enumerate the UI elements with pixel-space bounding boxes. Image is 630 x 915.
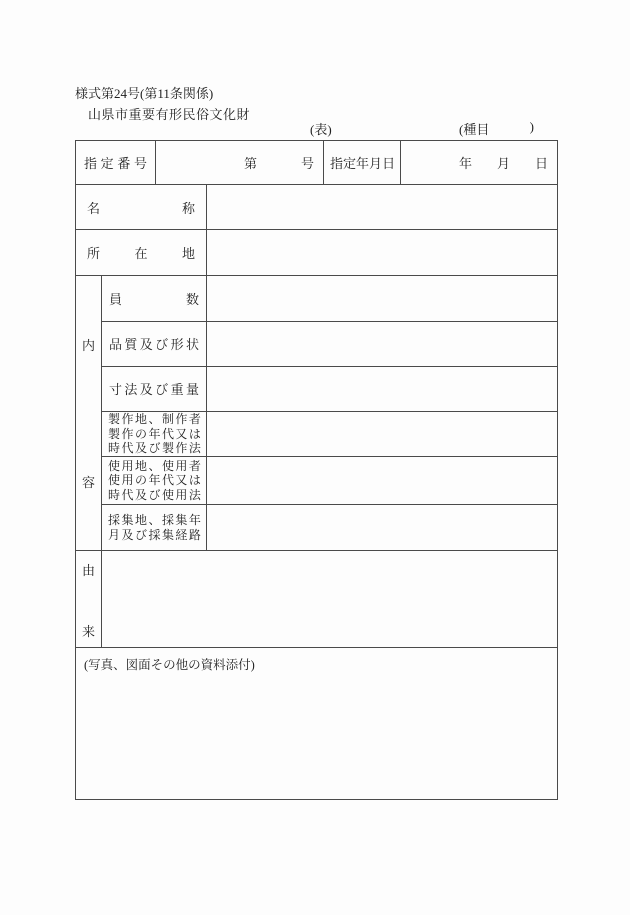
quality-shape-row: [102, 322, 557, 367]
location-row: [76, 230, 557, 276]
designation-date-label: 指 定 年 月 日: [324, 141, 401, 184]
category-label: (種目: [459, 122, 490, 137]
usage-label: 使 用 地 、 使 用 者 使 用 の 年 代 又 は 時 代 及 び 使 用 法: [102, 457, 207, 504]
quality-shape-value-cell: [207, 322, 557, 366]
name-row: [76, 185, 557, 230]
category-close-paren: ): [529, 119, 534, 134]
form-number: 様式第24号(第11条関係): [75, 86, 214, 101]
designation-number-label: 指 定 番 号: [76, 141, 156, 184]
origin-section: [76, 551, 557, 648]
production-value-cell: [207, 412, 557, 457]
quantity-label: 員 数: [102, 276, 207, 321]
number-prefix: 第: [243, 156, 257, 171]
origin-value-cell: [102, 551, 557, 647]
designation-number-value-cell: [156, 141, 324, 184]
usage-row: [102, 457, 557, 505]
number-suffix: 号: [300, 156, 314, 171]
category-field: [459, 119, 534, 138]
quantity-value-cell: [207, 276, 557, 321]
designation-date-value-cell: [401, 141, 557, 184]
dimensions-weight-label: 寸 法 及 び 重 量: [102, 367, 207, 411]
form-title: 山県市重要有形民俗文化財: [88, 107, 251, 122]
month-label: 月: [496, 156, 510, 171]
attachment-section: [76, 648, 557, 800]
year-label: 年: [458, 156, 472, 171]
dimensions-weight-value-cell: [207, 367, 557, 411]
contents-section: [76, 276, 557, 551]
contents-rows: [102, 276, 557, 550]
usage-value-cell: [207, 457, 557, 504]
name-label: 名 称: [76, 185, 207, 229]
dimensions-weight-row: [102, 367, 557, 412]
quantity-row: [102, 276, 557, 322]
attachment-note: (写真、図面その他の資料添付): [84, 658, 255, 672]
location-label: 所 在 地: [76, 230, 207, 275]
day-label: 日: [534, 156, 548, 171]
location-value-cell: [207, 230, 557, 275]
quality-shape-label: 品 質 及 び 形 状: [102, 322, 207, 366]
form-table: [75, 140, 558, 800]
side-indicator-label: (表): [310, 122, 332, 137]
contents-vertical-label: 内 容: [76, 276, 102, 550]
production-row: [102, 412, 557, 458]
origin-vertical-label: 由 来: [76, 551, 102, 647]
collection-row: [102, 505, 557, 550]
collection-value-cell: [207, 505, 557, 550]
header-row: [76, 141, 557, 185]
production-label: 製 作 地 、 制 作 者 製 作 の 年 代 又 は 時 代 及 び 製 作 法: [102, 412, 207, 457]
name-value-cell: [207, 185, 557, 229]
collection-label: 採 集 地 、 採 集 年 月 及 び 採 集 経 路: [102, 505, 207, 550]
